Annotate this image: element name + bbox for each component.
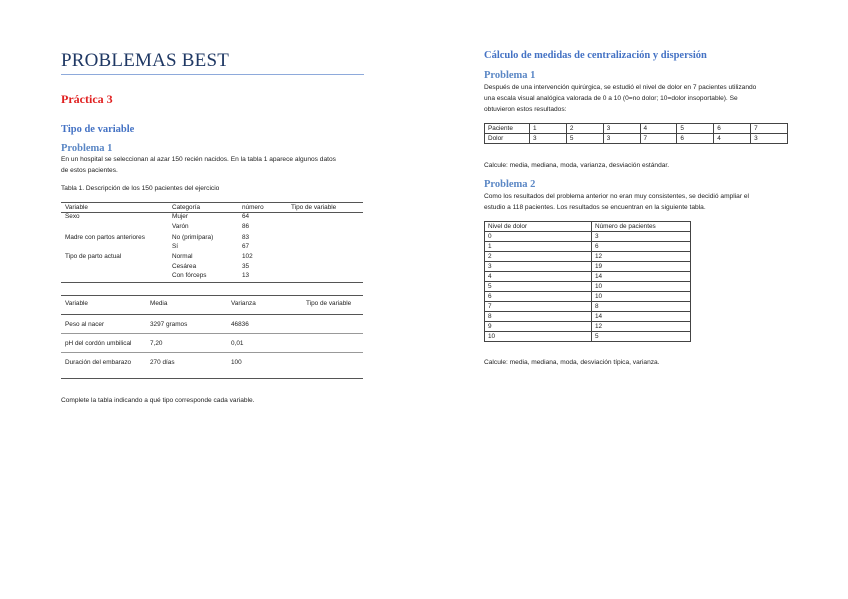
table-row bbox=[485, 322, 691, 332]
table1-row-category: Normal bbox=[172, 253, 193, 260]
r-problem2-text-line2: estudio a 118 pacientes. Los resultados se encuentran en la siguiente tabla. bbox=[484, 204, 706, 211]
table2-row-variable: Peso al nacer bbox=[65, 321, 105, 328]
table-row bbox=[485, 272, 691, 282]
table1-bottom-rule bbox=[61, 282, 363, 283]
table1-row-category: Mujer bbox=[172, 213, 188, 220]
table-cell: 6 bbox=[714, 124, 751, 134]
table-cell: 14 bbox=[592, 312, 691, 322]
table1-row-category: No (primípara) bbox=[172, 234, 214, 241]
table-row bbox=[485, 332, 691, 342]
table-cell: 12 bbox=[592, 252, 691, 262]
table-row bbox=[485, 312, 691, 322]
nivel-dolor-table bbox=[484, 221, 691, 342]
table1-row-category: Con fórceps bbox=[172, 272, 207, 279]
r-problem2-text-line1: Como los resultados del problema anterior no eran muy consistentes, se decidió ampliar el bbox=[484, 193, 749, 200]
table1-row-variable: Sexo bbox=[65, 213, 80, 220]
table2-header-varianza: Varianza bbox=[231, 300, 256, 307]
table-header-cell: Número de pacientes bbox=[592, 222, 691, 232]
table2-row-rule bbox=[61, 333, 363, 334]
table-cell: 2 bbox=[566, 124, 603, 134]
section-heading-tipo: Tipo de variable bbox=[61, 124, 135, 135]
table1-row-number: 64 bbox=[242, 213, 250, 220]
table-cell: Paciente bbox=[485, 124, 530, 134]
table-cell: 3 bbox=[603, 124, 640, 134]
table2-header-rule bbox=[61, 314, 363, 315]
table-row bbox=[485, 282, 691, 292]
table-row bbox=[485, 124, 788, 134]
table-cell: 7 bbox=[640, 134, 677, 144]
table1-row-variable: Madre con partos anteriores bbox=[65, 234, 145, 241]
title-underline bbox=[61, 74, 364, 75]
table2-header-media: Media bbox=[150, 300, 168, 307]
table-cell: 6 bbox=[677, 134, 714, 144]
table-cell: 3 bbox=[603, 134, 640, 144]
table1-row-number: 35 bbox=[242, 263, 250, 270]
problem1-heading-right: Problema 1 bbox=[484, 70, 536, 81]
table-header-cell: Nivel de dolor bbox=[485, 222, 592, 232]
table1-row-category: Sí bbox=[172, 243, 179, 250]
table-cell: 5 bbox=[566, 134, 603, 144]
table-cell: 3 bbox=[530, 134, 567, 144]
table1-header-tipo: Tipo de variable bbox=[291, 204, 337, 211]
table1-header-variable: Variable bbox=[65, 204, 88, 211]
dolor-pacientes-table bbox=[484, 123, 788, 144]
r-problem1-calc: Calcule: media, mediana, moda, varianza, desviación estándar. bbox=[484, 162, 670, 169]
table1-caption: Tabla 1. Descripción de los 150 pacientes del ejercicio bbox=[61, 185, 220, 192]
table-cell: 7 bbox=[485, 302, 592, 312]
table-cell: 4 bbox=[714, 134, 751, 144]
problem2-heading: Problema 2 bbox=[484, 179, 536, 190]
table-cell: 12 bbox=[592, 322, 691, 332]
table1-row-number: 13 bbox=[242, 272, 250, 279]
table-row bbox=[485, 222, 691, 232]
problem1-text-line2: de estos pacientes. bbox=[61, 167, 118, 174]
table-cell: 4 bbox=[485, 272, 592, 282]
problem1-heading-left: Problema 1 bbox=[61, 143, 113, 154]
table2-top-rule bbox=[61, 295, 363, 296]
table1-top-rule bbox=[61, 202, 363, 203]
table2-row-media: 3297 gramos bbox=[150, 321, 188, 328]
table-cell: 5 bbox=[485, 282, 592, 292]
table-cell: 9 bbox=[485, 322, 592, 332]
table1-row-category: Varón bbox=[172, 223, 189, 230]
section-heading-centralizacion: Cálculo de medidas de centralización y dispersión bbox=[484, 50, 707, 61]
table-row bbox=[485, 252, 691, 262]
table2-row-variable: pH del cordón umbilical bbox=[65, 340, 132, 347]
table2-row-media: 7,20 bbox=[150, 340, 163, 347]
table-cell: 5 bbox=[592, 332, 691, 342]
table1-header-numero: número bbox=[242, 204, 264, 211]
table-row bbox=[485, 302, 691, 312]
table2-row-rule bbox=[61, 352, 363, 353]
table-cell: 4 bbox=[640, 124, 677, 134]
table2-row-varianza: 100 bbox=[231, 359, 242, 366]
problem1-text-line1: En un hospital se seleccionan al azar 150 recién nacidos. En la tabla 1 aparece algunos datos bbox=[61, 156, 336, 163]
table-cell: 7 bbox=[751, 124, 788, 134]
table-cell: 10 bbox=[592, 282, 691, 292]
table2-row-varianza: 46836 bbox=[231, 321, 249, 328]
table-cell: 1 bbox=[485, 242, 592, 252]
r-problem1-text-line2: una escala visual analógica valorada de 0 a 10 (0=no dolor; 10=dolor insoportable). Se bbox=[484, 95, 738, 102]
table2-header-tipo: Tipo de variable bbox=[306, 300, 352, 307]
table2-header-variable: Variable bbox=[65, 300, 88, 307]
table-row bbox=[485, 242, 691, 252]
table1-row-number: 83 bbox=[242, 234, 250, 241]
table-cell: 8 bbox=[592, 302, 691, 312]
table-cell: 0 bbox=[485, 232, 592, 242]
table1-row-number: 102 bbox=[242, 253, 253, 260]
table2-row-varianza: 0,01 bbox=[231, 340, 244, 347]
page-title: PROBLEMAS BEST bbox=[61, 50, 230, 71]
table-cell: 3 bbox=[751, 134, 788, 144]
table1-row-variable: Tipo de parto actual bbox=[65, 253, 122, 260]
table2-row-variable: Duración del embarazo bbox=[65, 359, 132, 366]
table-cell: 6 bbox=[485, 292, 592, 302]
r-problem1-text-line1: Después de una intervención quirúrgica, se estudió el nivel de dolor en 7 pacientes utilizando bbox=[484, 84, 757, 91]
table1-header-rule bbox=[61, 212, 363, 213]
r-problem1-text-line3: obtuvieron estos resultados: bbox=[484, 106, 567, 113]
table2-bottom-rule bbox=[61, 378, 363, 379]
table-cell: 14 bbox=[592, 272, 691, 282]
table-cell: 10 bbox=[592, 292, 691, 302]
table1-row-number: 86 bbox=[242, 223, 250, 230]
table-cell: 6 bbox=[592, 242, 691, 252]
table-row bbox=[485, 262, 691, 272]
r-problem2-calc: Calcule: media, mediana, moda, desviación típica, varianza. bbox=[484, 359, 660, 366]
table-row bbox=[485, 232, 691, 242]
table-cell: 8 bbox=[485, 312, 592, 322]
table-row bbox=[485, 134, 788, 144]
table1-header-categoria: Categoría bbox=[172, 204, 201, 211]
table-cell: 19 bbox=[592, 262, 691, 272]
table-instruction: Complete la tabla indicando a qué tipo corresponde cada variable. bbox=[61, 397, 255, 404]
table-cell: 2 bbox=[485, 252, 592, 262]
table-cell: 1 bbox=[530, 124, 567, 134]
table-cell: 5 bbox=[677, 124, 714, 134]
table-cell: Dolor bbox=[485, 134, 530, 144]
table-row bbox=[485, 292, 691, 302]
table1-row-category: Cesárea bbox=[172, 263, 197, 270]
table-cell: 3 bbox=[485, 262, 592, 272]
table2-row-media: 270 días bbox=[150, 359, 175, 366]
table-cell: 3 bbox=[592, 232, 691, 242]
table1-row-number: 67 bbox=[242, 243, 250, 250]
practica-heading: Práctica 3 bbox=[61, 92, 113, 106]
table-cell: 10 bbox=[485, 332, 592, 342]
